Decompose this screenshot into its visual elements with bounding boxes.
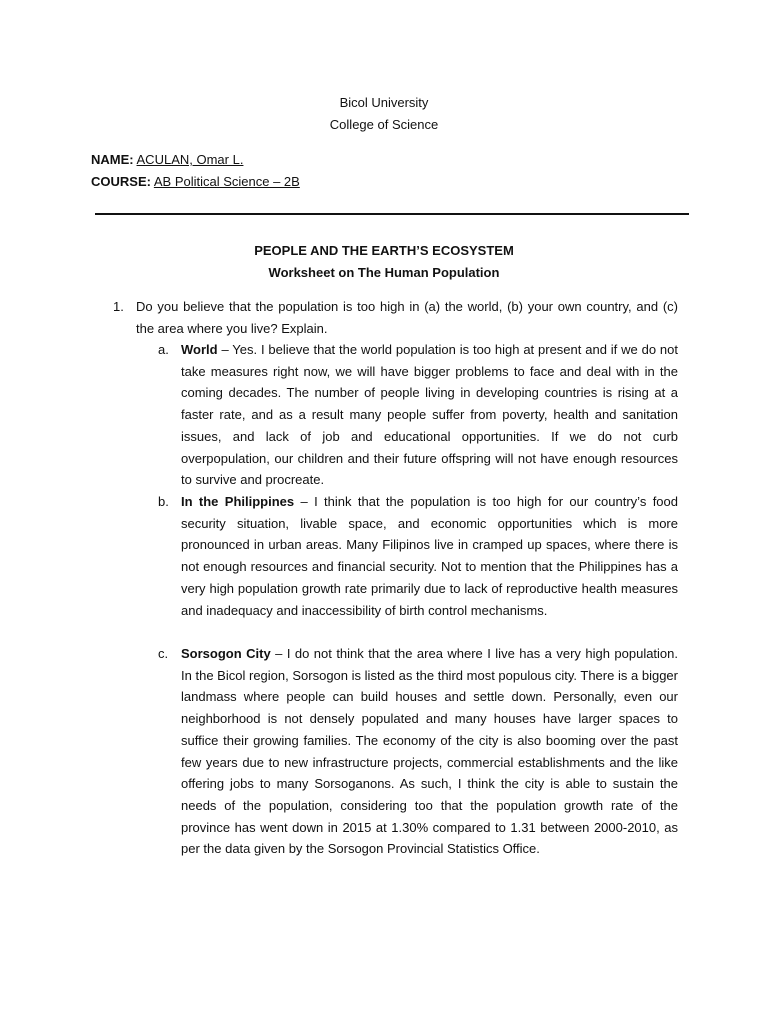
name-field <box>91 149 243 171</box>
question-number: 1. <box>113 299 124 314</box>
question-item <box>113 296 678 339</box>
institution-header <box>0 92 768 136</box>
answer-letter: a. <box>158 342 169 357</box>
answer-body <box>181 339 678 491</box>
worksheet-title: PEOPLE AND THE EARTH’S ECOSYSTEM <box>254 243 514 258</box>
worksheet-heading <box>0 240 768 284</box>
answer-text: – I do not think that the area where I live has a very high population. In the Bicol region, Sorsogon is listed as the third most populous city. There is a bigger landmass where people can build houses and settle down. Personally, even our neighborhood is not densely populated and many houses have larger spaces to suffice their growing families. The economy of the city is also booming over the past few years due to new infrastructure projects, commercial establishments and the like offering jobs to many Sorsoganons. As such, I think the city is able to sustain the needs of the population, considering too that the population growth rate of the province has went down in 2015 at 1.30% compared to 1.31 between 2000-2010, as per the data given by the Sorsogon Provincial Statistics Office. <box>181 646 679 857</box>
name-value: ACULAN, Omar L. <box>136 152 244 167</box>
answer-term: In the Philippines <box>181 494 295 509</box>
answer-item-philippines <box>158 491 678 621</box>
answer-letter: b. <box>158 494 169 509</box>
answer-text: – Yes. I believe that the world population is too high at present and if we do not take measures right now, we will have bigger problems to face and deal with in the coming decades. The number of people living in developing countries is rising at a faster rate, and as a result many people suffer from poverty, health and sanitation issues, and lack of job and educational opportunities. If we do not curb overpopulation, our children and their future offspring will not have enough resources to survive and procreate. <box>181 342 678 488</box>
answer-body <box>181 491 678 621</box>
answer-item-world <box>158 339 678 491</box>
college-name: College of Science <box>329 117 439 132</box>
course-label: COURSE: <box>91 174 151 189</box>
name-label: NAME: <box>91 152 134 167</box>
course-value: AB Political Science – 2B <box>153 174 300 189</box>
answer-body <box>181 643 678 860</box>
question-text: Do you believe that the population is too high in (a) the world, (b) your own country, and (c) the area where you live? Explain. <box>136 299 678 336</box>
horizontal-divider <box>95 213 689 215</box>
worksheet-subtitle: Worksheet on The Human Population <box>268 265 500 280</box>
university-name: Bicol University <box>339 95 429 110</box>
course-field <box>91 171 300 193</box>
answer-term: World <box>181 342 218 357</box>
answer-term: Sorsogon City <box>181 646 271 661</box>
answer-letter: c. <box>158 646 169 661</box>
answer-item-sorsogon <box>158 643 678 860</box>
answer-text: – I think that the population is too high for our country’s food security situation, livable space, and economic opportunities which is more pronounced in urban areas. Many Filipinos live in cramped up spaces, where there is not enough resources and financial security. Not to mention that the Philippines has a very high population growth rate primarily due to lack of reproductive health measures and inadequacy and inaccessibility of birth control mechanisms. <box>181 494 678 618</box>
